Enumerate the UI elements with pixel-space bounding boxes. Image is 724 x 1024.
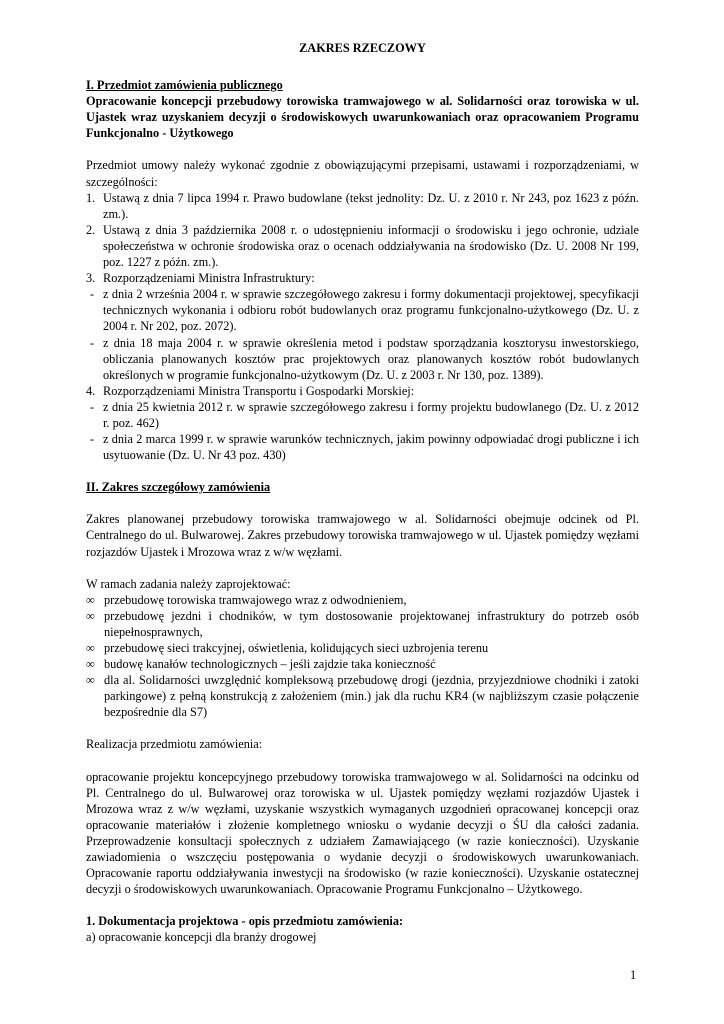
design-bullet	[86, 608, 639, 640]
list-text: Rozporządzeniami Ministra Transportu i Gospodarki Morskiej:	[103, 383, 415, 398]
design-bullet	[86, 592, 639, 608]
list-number: 4.	[86, 383, 96, 398]
design-bullet	[86, 640, 639, 656]
regulation-item-1	[86, 190, 639, 222]
bullet-text: budowę kanałów technologicznych – jeśli zajdzie taka konieczność	[104, 657, 436, 672]
list-text: Rozporządzeniami Ministra Infrastruktury:	[103, 271, 315, 286]
regulation-item-3	[86, 270, 639, 286]
document-title: ZAKRES RZECZOWY	[299, 41, 426, 55]
regulation-sub-item	[86, 286, 639, 334]
regulations-intro: Przedmiot umowy należy wykonać zgodnie z obowiązującymi przepisami, ustawami i rozporządzeniami, w szczególności:	[86, 158, 639, 189]
dash-marker: -	[90, 399, 95, 414]
design-bullet	[86, 672, 639, 720]
list-number: 1.	[86, 190, 96, 205]
realization-heading: Realizacja przedmiotu zamówienia:	[86, 737, 263, 752]
page-number: 1	[630, 968, 637, 982]
sub-item-text: z dnia 2 września 2004 r. w sprawie szczegółowego zakresu i formy dokumentacji projektowej, specyfikacji technicznych wykonania i odbioru robót budowlanych oraz programu funkcjonalno-użytkowego (Dz. U. z 2004 r. Nr 202, poz. 2072).	[103, 287, 639, 334]
design-intro: W ramach zadania należy zaprojektować:	[86, 576, 291, 591]
regulation-sub-item	[86, 335, 639, 383]
dash-marker: -	[90, 432, 95, 447]
list-text: Ustawą z dnia 3 października 2008 r. o udostępnieniu informacji o środowisku i jego ochronie, udziale społeczeństwa w ochronie środowiska oraz o ocenach oddziaływania na środowisko (Dz. U. 2008 Nr 199, poz. 1227 z późn. zm.).	[103, 222, 639, 270]
sub-item-text: z dnia 18 maja 2004 r. w sprawie określenia metod i podstaw sporządzania kosztorysu inwestorskiego, obliczania planowanych kosztów prac projektowych oraz planowanych kosztów robót budowlanych określonych w programie funkcjonalno-użytkowym (Dz. U. z 2003 r. Nr 130, poz. 1389).	[103, 335, 639, 382]
regulation-item-4	[86, 383, 639, 399]
bullet-text: dla al. Solidarności uwzględnić kompleksową przebudowę drogi (jezdnia, przyjezdniowe chodniki i zatoki parkingowe) z pełną konstrukcją z założeniem (min.) jak dla ruchu KR4 (w najbliższym czasie połączenie bezpośrednie dla S7)	[104, 673, 639, 720]
list-text: Ustawą z dnia 7 lipca 1994 r. Prawo budowlane (tekst jednolity: Dz. U. z 2010 r. Nr 243, poz 1623 z późn. zm.).	[103, 190, 639, 221]
scope-paragraph: Zakres planowanej przebudowy torowiska tramwajowego w al. Solidarności obejmuje odcinek od Pl. Centralnego do ul. Bulwarowej. Zakres przebudowy torowiska tramwajowego w ul. Ujastek pomiędzy węzłami rozjazdów Ujastek i Mrozowa wraz z w/w węzłami.	[86, 512, 639, 559]
document-body	[86, 40, 639, 946]
regulation-sub-item	[86, 399, 639, 431]
section-1-heading: I. Przedmiot zamówienia publicznego	[86, 78, 283, 93]
documentation-heading: 1. Dokumentacja projektowa - opis przedmiotu zamówienia:	[86, 914, 404, 929]
documentation-item-a: a) opracowanie koncepcji dla branży drogowej	[86, 930, 317, 945]
section-2-heading: II. Zakres szczegółowy zamówienia	[86, 480, 271, 495]
dash-marker: -	[90, 287, 95, 302]
list-number: 2.	[86, 222, 96, 237]
infinity-bullet-icon: ∞	[86, 657, 95, 672]
bullet-text: przebudowę torowiska tramwajowego wraz z odwodnieniem,	[104, 592, 407, 607]
infinity-bullet-icon: ∞	[86, 592, 95, 607]
infinity-bullet-icon: ∞	[86, 641, 95, 655]
list-number: 3.	[86, 271, 96, 286]
regulation-item-2	[86, 222, 639, 270]
order-subject: Opracowanie koncepcji przebudowy torowiska tramwajowego w al. Solidarności oraz torowiska w ul. Ujastek wraz uzyskaniem decyzji o środowiskowych uwarunkowaniach oraz opracowaniem Programu Funkcjonalno - Użytkowego	[86, 94, 639, 141]
sub-item-text: z dnia 2 marca 1999 r. w sprawie warunków technicznych, jakim powinny odpowiadać drogi publiczne i ich usytuowanie (Dz. U. Nr 43 poz. 430)	[103, 432, 639, 463]
infinity-bullet-icon: ∞	[86, 673, 95, 688]
infinity-bullet-icon: ∞	[86, 608, 95, 623]
bullet-text: przebudowę jezdni i chodników, w tym dostosowanie projektowanej infrastruktury do potrzeb osób niepełnosprawnych,	[104, 608, 639, 639]
sub-item-text: z dnia 25 kwietnia 2012 r. w sprawie szczegółowego zakresu i formy projektu budowlanego (Dz. U. z 2012 r. poz. 462)	[103, 399, 639, 430]
regulation-sub-item	[86, 431, 639, 463]
realization-paragraph: opracowanie projektu koncepcyjnego przebudowy torowiska tramwajowego w al. Solidarności na odcinku od Pl. Centralnego do ul. Bulwarowej oraz torowiska w ul. Ujastek pomiędzy węzłami rozjazdów Ujastek i Mrozowa wraz z w/w węzłami, uzyskanie wszystkich wymaganych uzgodnień opracowanej koncepcji oraz opracowanie materiałów i złożenie kompletnego wniosku o wydanie decyzji o ŚU dla całości zadania. Przeprowadzenie konsultacji społecznych z udziałem Zamawiającego (w razie konieczności). Uzyskanie zawiadomienia o wszczęciu postępowania o wydanie decyzji o środowiskowych uwarunkowaniach. Opracowanie raportu oddziaływania inwestycji na środowisko (w razie konieczności). Uzyskanie ostatecznej decyzji o środowiskowych uwarunkowaniach. Opracowanie Programu Funkcjonalno – Użytkowego.	[86, 769, 639, 897]
design-bullet	[86, 656, 639, 672]
bullet-text: przebudowę sieci trakcyjnej, oświetlenia, kolidujących sieci uzbrojenia terenu	[104, 641, 489, 655]
dash-marker: -	[90, 335, 95, 350]
